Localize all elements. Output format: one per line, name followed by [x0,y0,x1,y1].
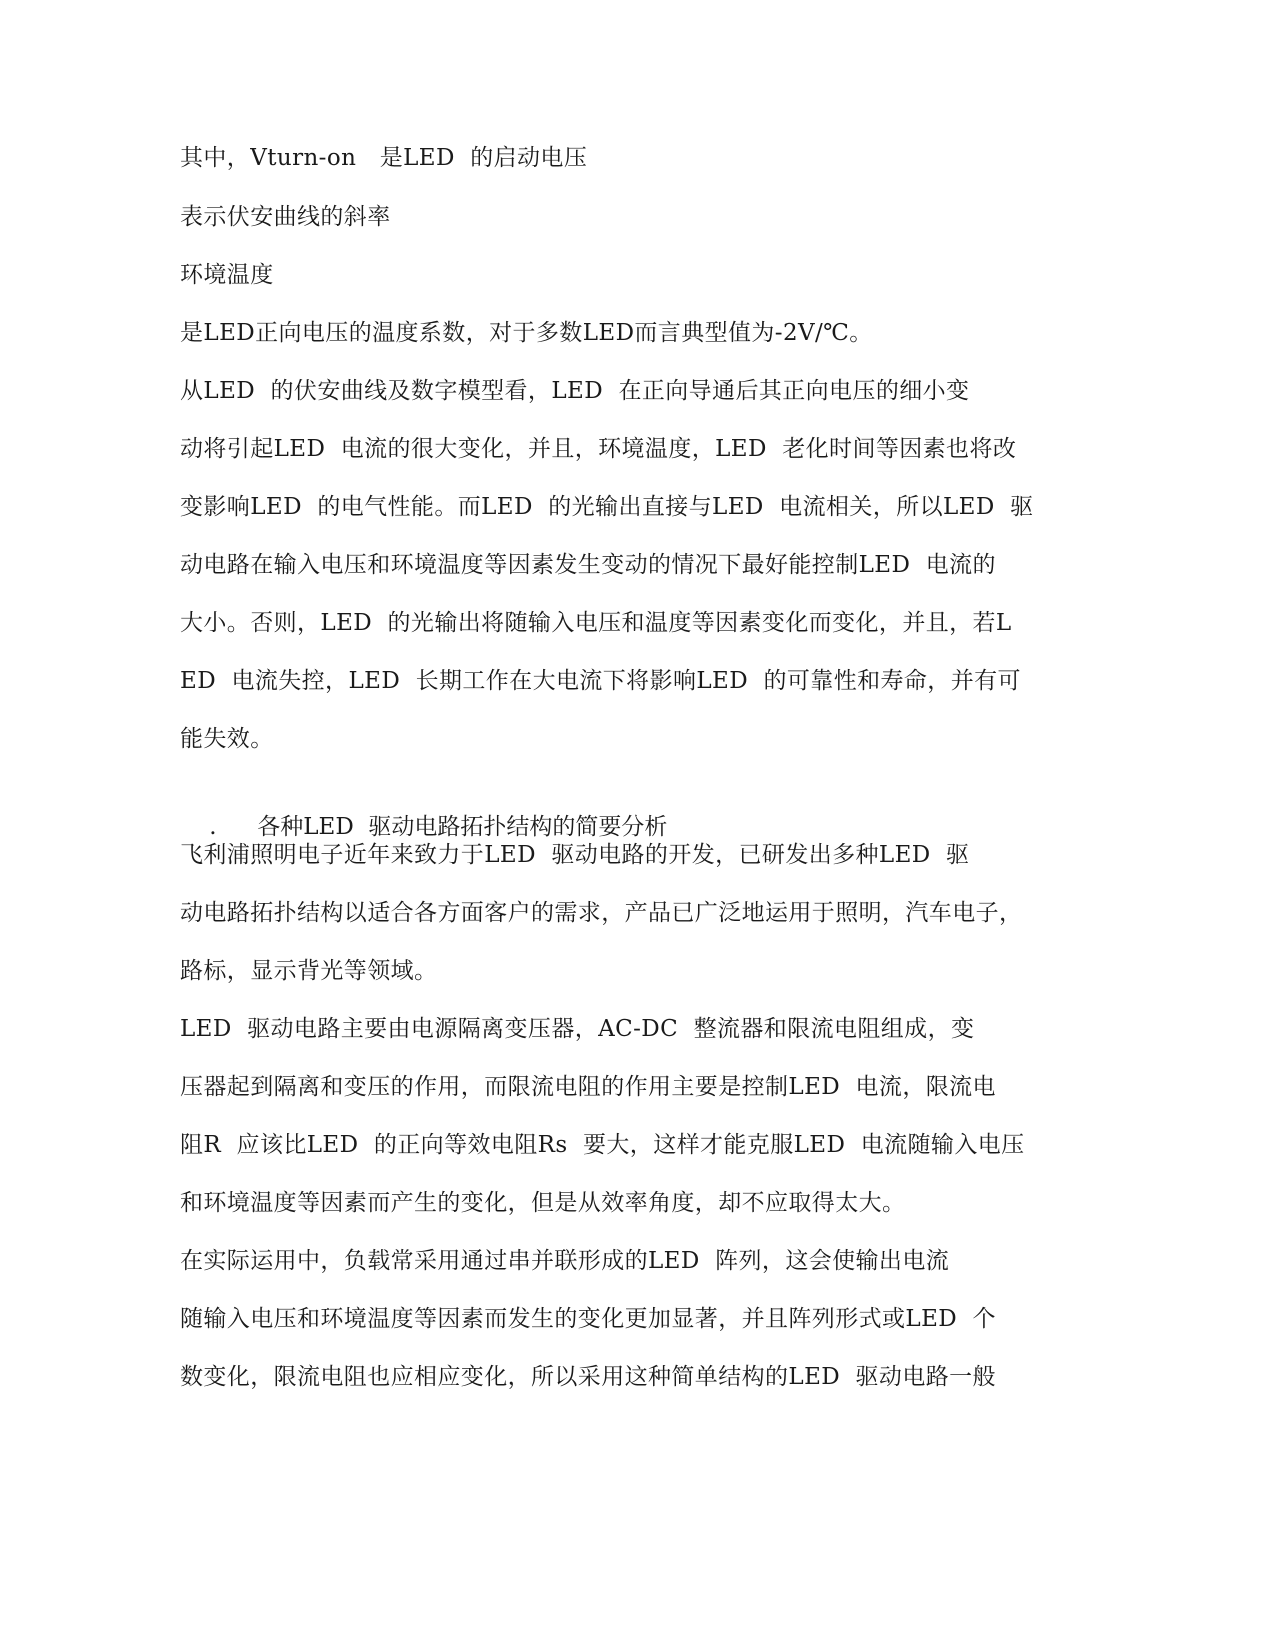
text-line: 表示伏安曲线的斜率 [180,204,391,230]
text-line: 是LED正向电压的温度系数，对于多数LED而言典型值为-2V/℃。 [180,320,873,346]
text-line: 动电路拓扑结构以适合各方面客户的需求，产品已广泛地运用于照明，汽车电子， [180,900,1023,926]
text-line: 在实际运用中，负载常采用通过串并联形成的LED 阵列，这会使输出电流 [180,1248,950,1274]
text-line: 动电路在输入电压和环境温度等因素发生变动的情况下最好能控制LED 电流的 [180,552,996,578]
text-line: 阻R 应该比LED 的正向等效电阻Rs 要大，这样才能克服LED 电流随输入电压 [180,1132,1025,1158]
text-line: LED 驱动电路主要由电源隔离变压器，AC-DC 整流器和限流电阻组成，变 [180,1016,975,1042]
text-line: 随输入电压和环境温度等因素而发生的变化更加显著，并且阵列形式或LED 个 [180,1306,996,1332]
text-line: 其中，Vturn-on 是LED 的启动电压 [180,145,588,171]
section-heading [180,782,668,840]
text-line: 变影响LED 的电气性能。而LED 的光输出直接与LED 电流相关，所以LED 驱 [180,494,1034,520]
text-line: 路标，显示背光等领域。 [180,958,438,984]
text-line: ED 电流失控，LED 长期工作在大电流下将影响LED 的可靠性和寿命，并有可 [180,668,1021,694]
text-line: 从LED 的伏安曲线及数字模型看，LED 在正向导通后其正向电压的细小变 [180,378,970,404]
text-line: 能失效。 [180,726,274,752]
text-line: 和环境温度等因素而产生的变化，但是从效率角度，却不应取得太大。 [180,1190,906,1216]
text-line: 数变化，限流电阻也应相应变化，所以采用这种简单结构的LED 驱动电路一般 [180,1364,996,1390]
section-bullet: . [209,814,217,840]
text-line: 飞利浦照明电子近年来致力于LED 驱动电路的开发，已研发出多种LED 驱 [180,842,970,868]
text-line: 环境温度 [180,262,274,288]
text-line: 压器起到隔离和变压的作用，而限流电阻的作用主要是控制LED 电流，限流电 [180,1074,996,1100]
text-line: 大小。否则，LED 的光输出将随输入电压和温度等因素变化而变化，并且，若L [180,610,1012,636]
text-line: 动将引起LED 电流的很大变化，并且，环境温度，LED 老化时间等因素也将改 [180,436,1017,462]
section-heading-text: 各种LED 驱动电路拓扑结构的简要分析 [257,814,668,840]
